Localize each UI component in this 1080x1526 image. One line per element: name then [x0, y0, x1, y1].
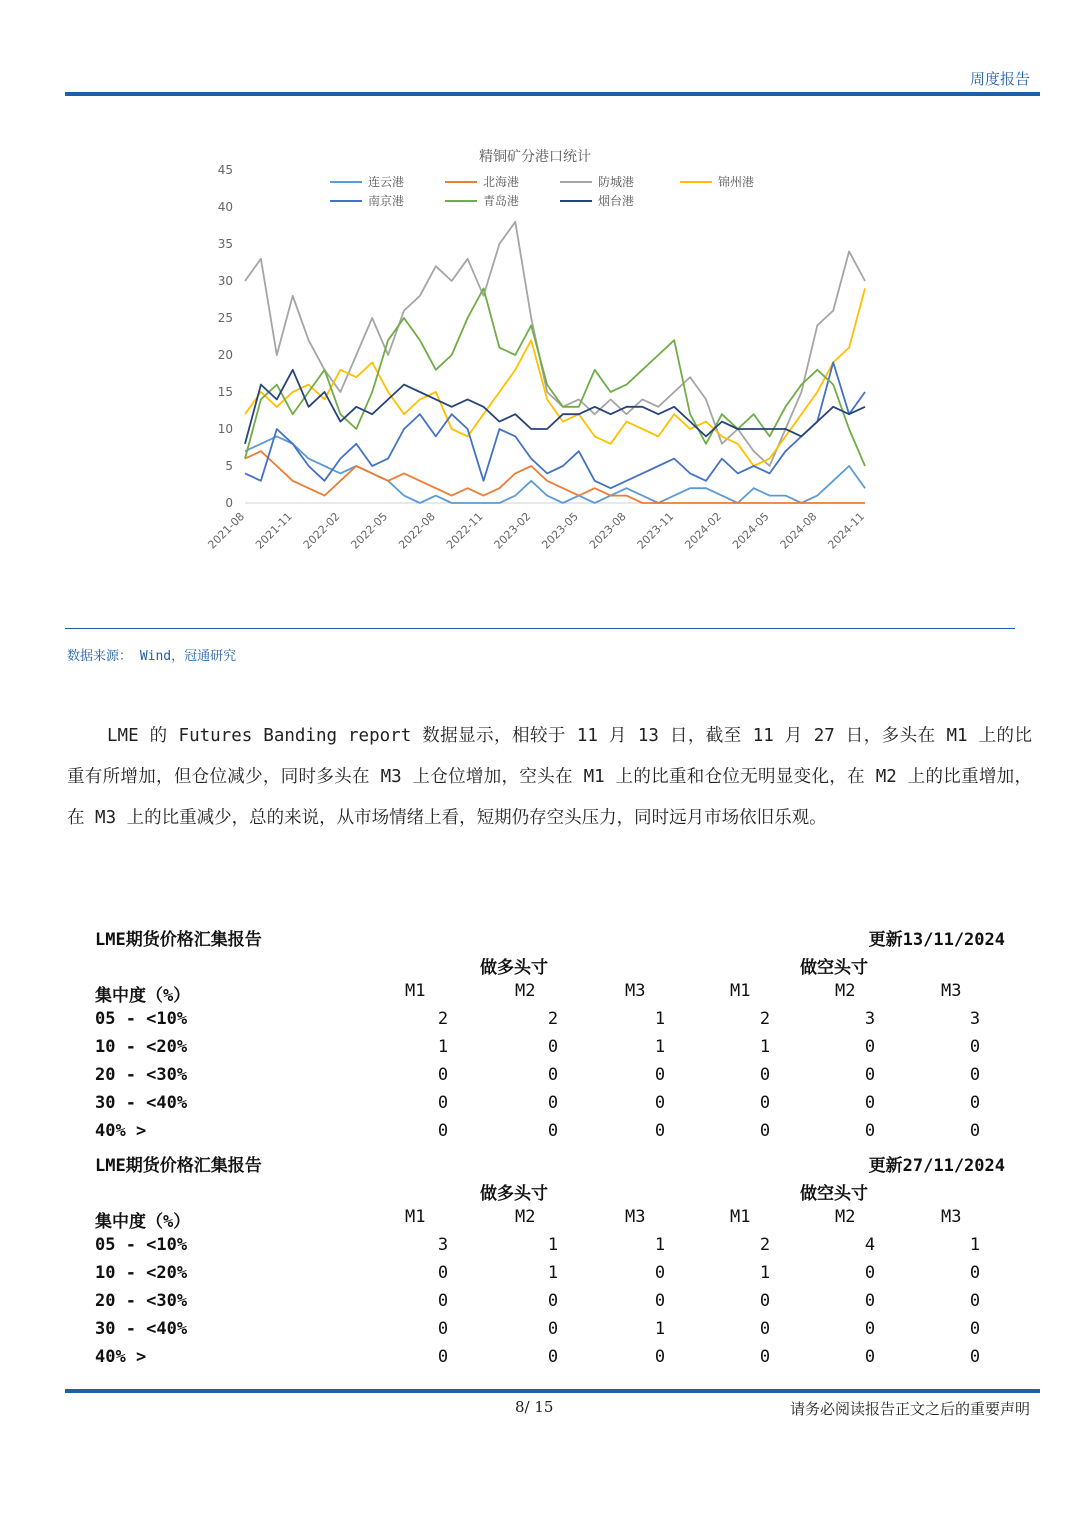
cell-value: 1: [547, 1235, 559, 1255]
y-tick-label: 30: [217, 274, 233, 288]
cell-value: 0: [437, 1291, 449, 1311]
x-tick-label: 2022-05: [348, 509, 391, 552]
cell-value: 0: [969, 1319, 981, 1339]
col-header: M1: [405, 981, 426, 1001]
cell-value: 0: [864, 1291, 876, 1311]
legend-label: 北海港: [483, 175, 520, 189]
cell-value: 0: [864, 1263, 876, 1283]
table-title: LME期货价格汇集报告: [95, 930, 262, 950]
row-label: 05 - <10%: [95, 1009, 188, 1029]
page-number: 8/ 15: [515, 1398, 554, 1416]
table-update-date: 更新27/11/2024: [868, 1156, 1005, 1176]
cell-value: 0: [969, 1037, 981, 1057]
col-header: M1: [730, 981, 751, 1001]
cell-value: 0: [654, 1291, 666, 1311]
cell-value: 0: [437, 1319, 449, 1339]
row-label: 05 - <10%: [95, 1235, 188, 1255]
cell-value: 0: [654, 1263, 666, 1283]
x-tick-label: 2024-11: [825, 509, 868, 552]
y-tick-label: 45: [217, 163, 233, 177]
y-tick-label: 15: [217, 385, 233, 399]
col-header: M2: [835, 981, 856, 1001]
x-tick-label: 2022-08: [396, 509, 438, 552]
cell-value: 0: [864, 1319, 876, 1339]
x-tick-label: 2023-02: [491, 509, 534, 552]
legend-label: 连云港: [368, 175, 405, 189]
x-tick-label: 2022-02: [300, 509, 343, 552]
cell-value: 1: [654, 1235, 666, 1255]
col-header: M2: [515, 1207, 536, 1227]
cell-value: 0: [759, 1121, 771, 1141]
cell-value: 0: [759, 1319, 771, 1339]
row-label: 40% >: [95, 1347, 147, 1367]
cell-value: 0: [969, 1093, 981, 1113]
cell-value: 0: [547, 1093, 559, 1113]
cell-value: 0: [547, 1121, 559, 1141]
cell-value: 0: [547, 1347, 559, 1367]
row-label: 10 - <20%: [95, 1263, 188, 1283]
table-update-date: 更新13/11/2024: [868, 930, 1005, 950]
row-label: 30 - <40%: [95, 1319, 188, 1339]
cell-value: 0: [759, 1093, 771, 1113]
analysis-paragraph: LME 的 Futures Banding report 数据显示，相较于 11 月 13 日，截至 11 月 27 日，多头在 M1 上的比重有所增加，但仓位减少，同时多头在 M3 上仓位增加，空头在 M1 上的比重和仓位无明显变化，在 M2 上的比重增加，在 M3 上的比重减少，总的来说，从市场情绪上看，短期仍存空头压力，同时远月市场依旧乐观。: [67, 726, 1032, 828]
port-stats-chart: [190, 140, 890, 580]
cell-value: 0: [437, 1347, 449, 1367]
cell-value: 0: [547, 1291, 559, 1311]
cell-value: 4: [864, 1235, 876, 1255]
cell-value: 1: [547, 1263, 559, 1283]
cell-value: 0: [437, 1263, 449, 1283]
x-tick-label: 2024-05: [730, 509, 772, 552]
cell-value: 0: [547, 1319, 559, 1339]
legend-label: 防城港: [598, 175, 635, 189]
cell-value: 0: [547, 1065, 559, 1085]
cell-value: 1: [969, 1235, 981, 1255]
cell-value: 3: [864, 1009, 876, 1029]
x-tick-label: 2023-11: [634, 509, 677, 552]
table-row: [95, 1235, 1005, 1263]
series-line: [245, 288, 865, 466]
cell-value: 1: [437, 1037, 449, 1057]
source-rule: [65, 628, 1015, 629]
y-tick-label: 35: [217, 237, 233, 251]
table-row: [95, 1093, 1005, 1121]
cell-value: 0: [654, 1347, 666, 1367]
y-tick-label: 0: [225, 496, 233, 510]
cell-value: 0: [759, 1291, 771, 1311]
cell-value: 0: [864, 1347, 876, 1367]
y-tick-label: 10: [217, 422, 233, 436]
table-row: [95, 1009, 1005, 1037]
table-row: [95, 1347, 1005, 1375]
cell-value: 0: [969, 1347, 981, 1367]
col-header: M3: [625, 1207, 646, 1227]
x-tick-label: 2021-11: [253, 509, 295, 552]
col-header: M1: [405, 1207, 426, 1227]
cell-value: 1: [759, 1263, 771, 1283]
table-row: [95, 1291, 1005, 1319]
col-header: M3: [941, 981, 962, 1001]
col-header: M2: [515, 981, 536, 1001]
x-tick-label: 2022-11: [443, 509, 486, 552]
legend-label: 青岛港: [483, 194, 520, 208]
disclaimer-note: 请务必阅读报告正文之后的重要声明: [789, 1400, 1030, 1418]
cell-value: 0: [969, 1291, 981, 1311]
report-type-header: 周度报告: [969, 70, 1030, 88]
cell-value: 0: [969, 1065, 981, 1085]
y-tick-label: 20: [217, 348, 233, 362]
cell-value: 1: [654, 1319, 666, 1339]
col-header: M1: [730, 1207, 751, 1227]
cell-value: 2: [759, 1235, 771, 1255]
table-row: [95, 1065, 1005, 1093]
legend-label: 南京港: [368, 194, 405, 208]
header-rule: [65, 92, 1040, 96]
x-tick-label: 2023-05: [539, 509, 581, 552]
concentration-header: 集中度（%）: [95, 986, 191, 1006]
table-title: LME期货价格汇集报告: [95, 1156, 262, 1176]
legend-label: 锦州港: [718, 175, 755, 189]
series-line: [245, 362, 865, 488]
long-positions-header: 做多头寸: [480, 1184, 548, 1204]
col-header: M3: [625, 981, 646, 1001]
table-row: [95, 1121, 1005, 1149]
x-tick-label: 2024-02: [682, 509, 725, 552]
x-tick-label: 2021-08: [205, 509, 248, 552]
cell-value: 2: [437, 1009, 449, 1029]
y-tick-label: 25: [217, 311, 233, 325]
cell-value: 0: [969, 1121, 981, 1141]
data-source: 数据来源： Wind，冠通研究: [67, 649, 237, 664]
table-row: [95, 1263, 1005, 1291]
concentration-header: 集中度（%）: [95, 1212, 191, 1232]
cell-value: 0: [654, 1065, 666, 1085]
y-tick-label: 5: [225, 459, 233, 473]
cell-value: 0: [864, 1037, 876, 1057]
cell-value: 0: [437, 1121, 449, 1141]
row-label: 10 - <20%: [95, 1037, 188, 1057]
chart-title: 精铜矿分港口统计: [479, 149, 591, 165]
x-tick-label: 2024-08: [777, 509, 820, 552]
legend-label: 烟台港: [598, 194, 635, 208]
cell-value: 0: [654, 1093, 666, 1113]
table-row: [95, 1037, 1005, 1065]
cell-value: 0: [864, 1065, 876, 1085]
cell-value: 1: [759, 1037, 771, 1057]
cell-value: 0: [759, 1347, 771, 1367]
cell-value: 3: [969, 1009, 981, 1029]
cell-value: 3: [437, 1235, 449, 1255]
short-positions-header: 做空头寸: [800, 958, 868, 978]
col-header: M2: [835, 1207, 856, 1227]
cell-value: 0: [759, 1065, 771, 1085]
cell-value: 0: [969, 1263, 981, 1283]
cell-value: 1: [654, 1009, 666, 1029]
short-positions-header: 做空头寸: [800, 1184, 868, 1204]
long-positions-header: 做多头寸: [480, 958, 548, 978]
x-tick-label: 2023-08: [586, 509, 629, 552]
cell-value: 0: [864, 1093, 876, 1113]
row-label: 30 - <40%: [95, 1093, 188, 1113]
cell-value: 1: [654, 1037, 666, 1057]
cell-value: 0: [654, 1121, 666, 1141]
cell-value: 0: [437, 1093, 449, 1113]
series-line: [245, 288, 865, 466]
footer-rule: [65, 1389, 1040, 1393]
cell-value: 2: [759, 1009, 771, 1029]
cell-value: 0: [437, 1065, 449, 1085]
cell-value: 2: [547, 1009, 559, 1029]
row-label: 20 - <30%: [95, 1291, 188, 1311]
cell-value: 0: [864, 1121, 876, 1141]
col-header: M3: [941, 1207, 962, 1227]
chart-svg: [190, 140, 890, 580]
row-label: 20 - <30%: [95, 1065, 188, 1085]
table-row: [95, 1319, 1005, 1347]
row-label: 40% >: [95, 1121, 147, 1141]
y-tick-label: 40: [217, 200, 233, 214]
cell-value: 0: [547, 1037, 559, 1057]
